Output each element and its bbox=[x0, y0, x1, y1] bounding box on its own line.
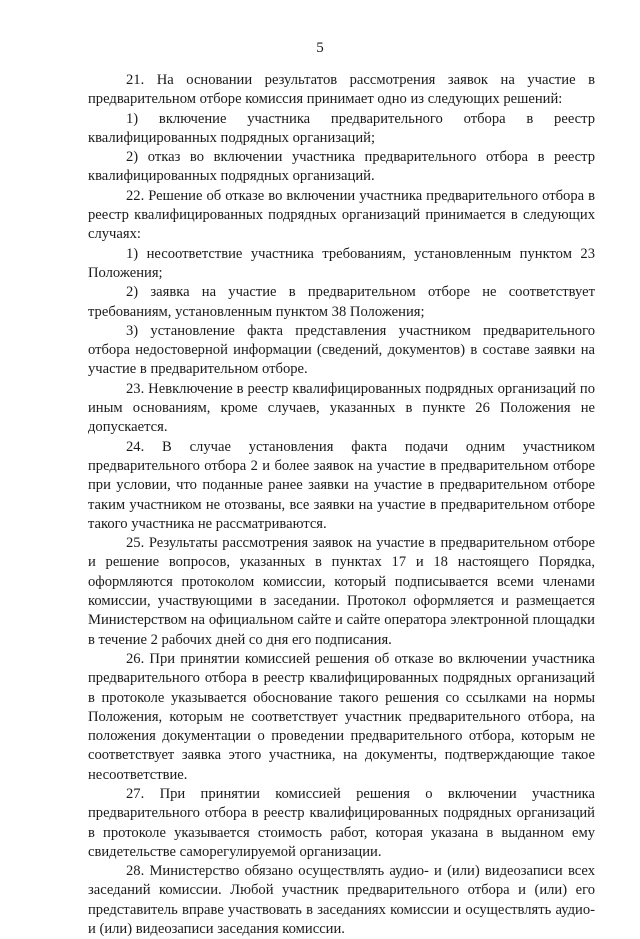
clause-21: 21. На основании результатов рассмотрения заявок на участие в предварительном отборе комиссия принимает одно из следующих решений: bbox=[88, 72, 595, 108]
clause-22-item-1: 1) несоответствие участника требованиям, установленным пунктом 23 Положения; bbox=[88, 245, 595, 281]
clause-27: 27. При принятии комиссией решения о включении участника предварительного отбора в реестр квалифицированных подрядных организаций в протоколе указывается стоимость работ, которая указана в выданном ему свидетельстве саморегулируемой организации. bbox=[88, 785, 595, 860]
clause-22-item-2: 2) заявка на участие в предварительном отборе не соответствует требованиям, установленным пунктом 38 Положения; bbox=[88, 284, 595, 320]
clause-28: 28. Министерство обязано осуществлять аудио- и (или) видеозаписи всех заседаний комиссии. Любой участник предварительного отбора и (или) его представитель вправе участвовать в заседаниях комиссии и осуществлять аудио- и (или) видеозаписи заседания комиссии. bbox=[88, 863, 595, 938]
clause-24: 24. В случае установления факта подачи одним участником предварительного отбора 2 и более заявок на участие в предварительном отборе при условии, что поданные ранее заявки на участие в предварительном отборе таким участником не отозваны, все заявки на участие в предварительном отборе такого участника не рассматриваются. bbox=[88, 438, 595, 532]
clause-21-item-2: 2) отказ во включении участника предварительного отбора в реестр квалифицированных подрядных организаций. bbox=[88, 149, 595, 185]
clause-22: 22. Решение об отказе во включении участника предварительного отбора в реестр квалифицированных подрядных организаций принимается в следующих случаях: bbox=[88, 187, 595, 243]
clause-25: 25. Результаты рассмотрения заявок на участие в предварительном отборе и решение вопросов, указанных в пунктах 17 и 18 настоящего Порядка, оформляются протоколом комиссии, который подписывается всеми членами комиссии, участвующими в заседании. Протокол оформляется и размещается Министерством на официальном сайте и сайте оператора электронной площадки в течение 2 рабочих дней со дня его подписания. bbox=[88, 535, 595, 648]
document-body bbox=[88, 71, 595, 939]
clause-26: 26. При принятии комиссией решения об отказе во включении участника предварительного отбора в реестр квалифицированных подрядных организаций в протоколе указывается обоснование такого решения со ссылками на нормы Положения, которым не соответствует участник предварительного отбора, на положения документации о проведении предварительного отбора, которым не соответствует заявка этого участника, на документы, подтверждающие такое несоответствие. bbox=[88, 650, 595, 783]
clause-21-item-1: 1) включение участника предварительного отбора в реестр квалифицированных подрядных организаций; bbox=[88, 110, 595, 146]
clause-23: 23. Невключение в реестр квалифицированных подрядных организаций по иным основаниям, кроме случаев, указанных в пункте 26 Положения не допускается. bbox=[88, 380, 595, 436]
clause-22-item-3: 3) установление факта представления участником предварительного отбора недостоверной информации (сведений, документов) в составе заявки на участие в предварительном отборе. bbox=[88, 322, 595, 378]
page-number: 5 bbox=[316, 40, 324, 56]
